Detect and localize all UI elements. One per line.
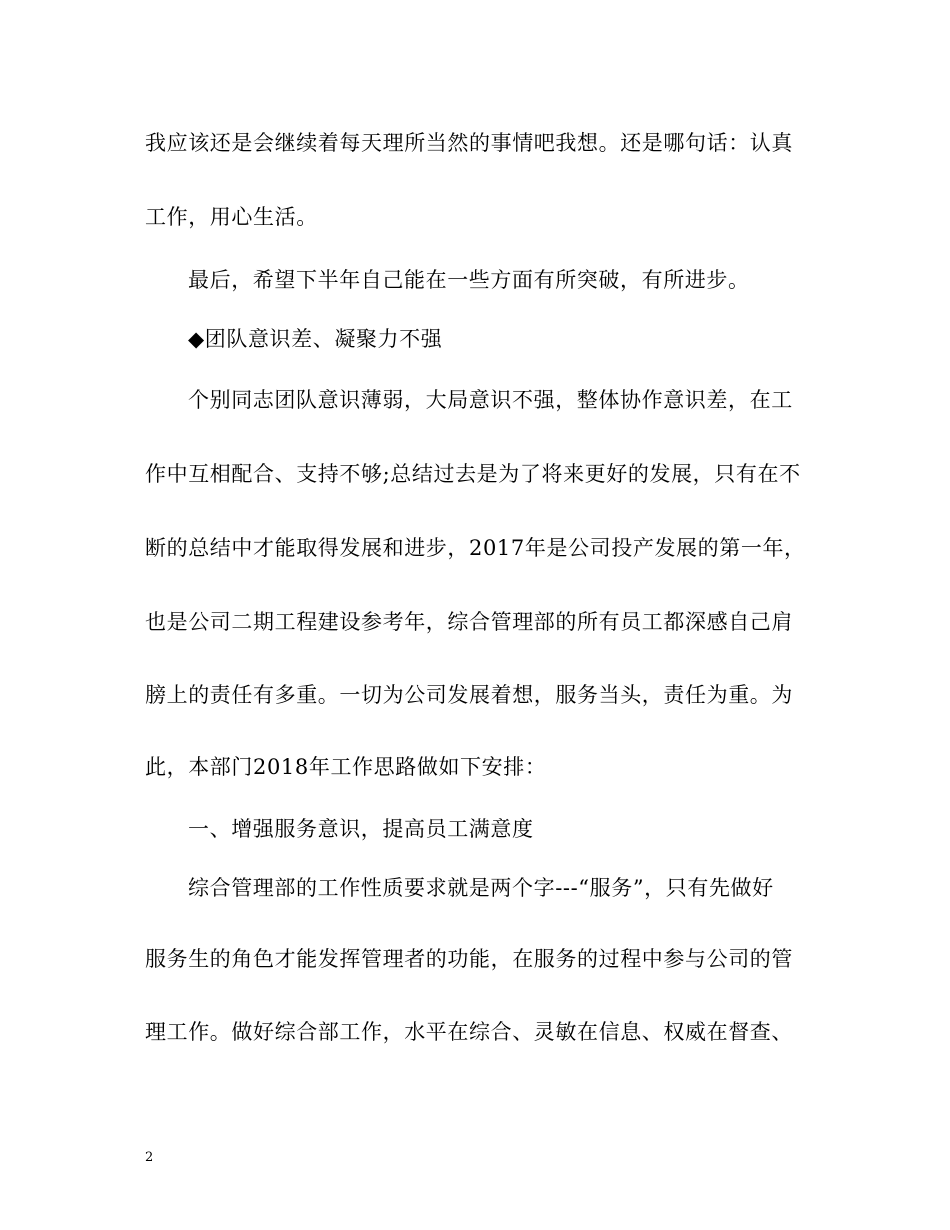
text-line: 工作，用心生活。: [145, 205, 318, 229]
text-line: 理工作。做好综合部工作，水平在综合、灵敏在信息、权威在督查、: [145, 1020, 793, 1044]
text-line: 断的总结中才能取得发展和进步，2017年是公司投产发展的第一年，: [145, 536, 806, 560]
section-heading: ◆团队意识差、凝聚力不强: [188, 327, 443, 351]
text-line: 此，本部门2018年工作思路做如下安排：: [145, 755, 547, 779]
paragraph-line: 最后，希望下半年自己能在一些方面有所突破，有所进步。: [188, 268, 750, 292]
text-line: 服务生的角色才能发挥管理者的功能，在服务的过程中参与公司的管: [145, 947, 793, 971]
page-number: 2: [145, 1150, 154, 1165]
text-line: 膀上的责任有多重。一切为公司发展着想，服务当头，责任为重。为: [145, 683, 793, 707]
text-line: 作中互相配合、支持不够;总结过去是为了将来更好的发展，只有在不: [145, 462, 801, 486]
text-line: 也是公司二期工程建设参考年，综合管理部的所有员工都深感自己肩: [145, 610, 793, 634]
text-line: 我应该还是会继续着每天理所当然的事情吧我想。还是哪句话：认真: [145, 131, 793, 155]
section-heading: 一、增强服务意识，提高员工满意度: [188, 817, 534, 841]
paragraph-line: 个别同志团队意识薄弱，大局意识不强，整体协作意识差，在工: [188, 388, 793, 412]
paragraph-line: 综合管理部的工作性质要求就是两个字---“服务”，只有先做好: [188, 876, 774, 900]
